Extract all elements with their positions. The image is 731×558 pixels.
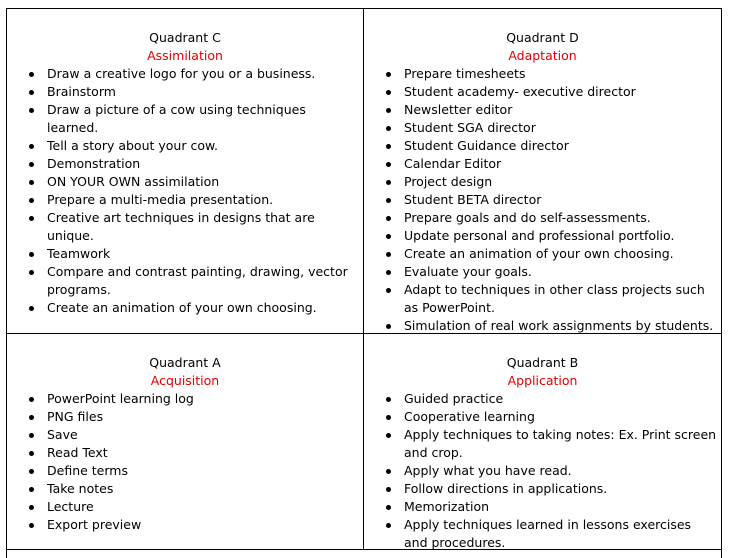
quadrant-a-cell bbox=[7, 334, 363, 549]
list-item: Prepare timesheets bbox=[364, 65, 721, 83]
list-item: Apply techniques learned in lessons exercises and procedures. bbox=[364, 516, 721, 552]
list-item: Update personal and professional portfolio. bbox=[364, 227, 721, 245]
quadrant-d-list bbox=[364, 65, 721, 335]
list-item: Apply what you have read. bbox=[364, 462, 721, 480]
list-item: Creative art techniques in designs that are unique. bbox=[7, 209, 363, 245]
list-item: Compare and contrast painting, drawing, vector programs. bbox=[7, 263, 363, 299]
list-item: Project design bbox=[364, 173, 721, 191]
quadrant-d-title: Quadrant D bbox=[506, 30, 579, 45]
list-item: Lecture bbox=[7, 498, 363, 516]
quadrant-c-list bbox=[7, 65, 363, 317]
quadrant-c-title: Quadrant C bbox=[149, 30, 221, 45]
quadrant-c-subtitle: Assimilation bbox=[147, 48, 223, 63]
quadrant-a-title: Quadrant A bbox=[149, 355, 221, 370]
list-item: Student academy- executive director bbox=[364, 83, 721, 101]
list-item: Take notes bbox=[7, 480, 363, 498]
list-item: Evaluate your goals. bbox=[364, 263, 721, 281]
list-item: Export preview bbox=[7, 516, 363, 534]
list-item: Guided practice bbox=[364, 390, 721, 408]
list-item: Save bbox=[7, 426, 363, 444]
quadrant-a-list bbox=[7, 390, 363, 534]
list-item: Cooperative learning bbox=[364, 408, 721, 426]
list-item: Prepare a multi-media presentation. bbox=[7, 191, 363, 209]
list-item: Student SGA director bbox=[364, 119, 721, 137]
list-item: Apply techniques to taking notes: Ex. Print screen and crop. bbox=[364, 426, 721, 462]
list-item: Draw a picture of a cow using techniques learned. bbox=[7, 101, 363, 137]
list-item: Student Guidance director bbox=[364, 137, 721, 155]
list-item: Prepare goals and do self-assessments. bbox=[364, 209, 721, 227]
table-continuation bbox=[6, 550, 722, 558]
quadrant-d-subtitle: Adaptation bbox=[508, 48, 577, 63]
list-item: PowerPoint learning log bbox=[7, 390, 363, 408]
quadrant-b-subtitle: Application bbox=[507, 373, 578, 388]
list-item: Create an animation of your own choosing. bbox=[7, 299, 363, 317]
list-item: Read Text bbox=[7, 444, 363, 462]
list-item: Draw a creative logo for you or a business. bbox=[7, 65, 363, 83]
list-item: Simulation of real work assignments by students. bbox=[364, 317, 721, 335]
list-item: Demonstration bbox=[7, 155, 363, 173]
list-item: Brainstorm bbox=[7, 83, 363, 101]
quadrant-b-title: Quadrant B bbox=[506, 355, 579, 370]
list-item: Define terms bbox=[7, 462, 363, 480]
list-item: Calendar Editor bbox=[364, 155, 721, 173]
list-item: PNG files bbox=[7, 408, 363, 426]
quadrant-b-list bbox=[364, 390, 721, 552]
list-item: ON YOUR OWN assimilation bbox=[7, 173, 363, 191]
list-item: Adapt to techniques in other class projects such as PowerPoint. bbox=[364, 281, 721, 317]
list-item: Student BETA director bbox=[364, 191, 721, 209]
list-item: Newsletter editor bbox=[364, 101, 721, 119]
list-item: Create an animation of your own choosing. bbox=[364, 245, 721, 263]
quadrant-d-cell bbox=[364, 9, 721, 333]
quadrant-b-cell bbox=[364, 334, 721, 549]
quadrant-c-cell bbox=[7, 9, 363, 333]
list-item: Tell a story about your cow. bbox=[7, 137, 363, 155]
quadrant-a-subtitle: Acquisition bbox=[150, 373, 220, 388]
list-item: Memorization bbox=[364, 498, 721, 516]
list-item: Teamwork bbox=[7, 245, 363, 263]
quadrant-table bbox=[6, 8, 722, 550]
list-item: Follow directions in applications. bbox=[364, 480, 721, 498]
